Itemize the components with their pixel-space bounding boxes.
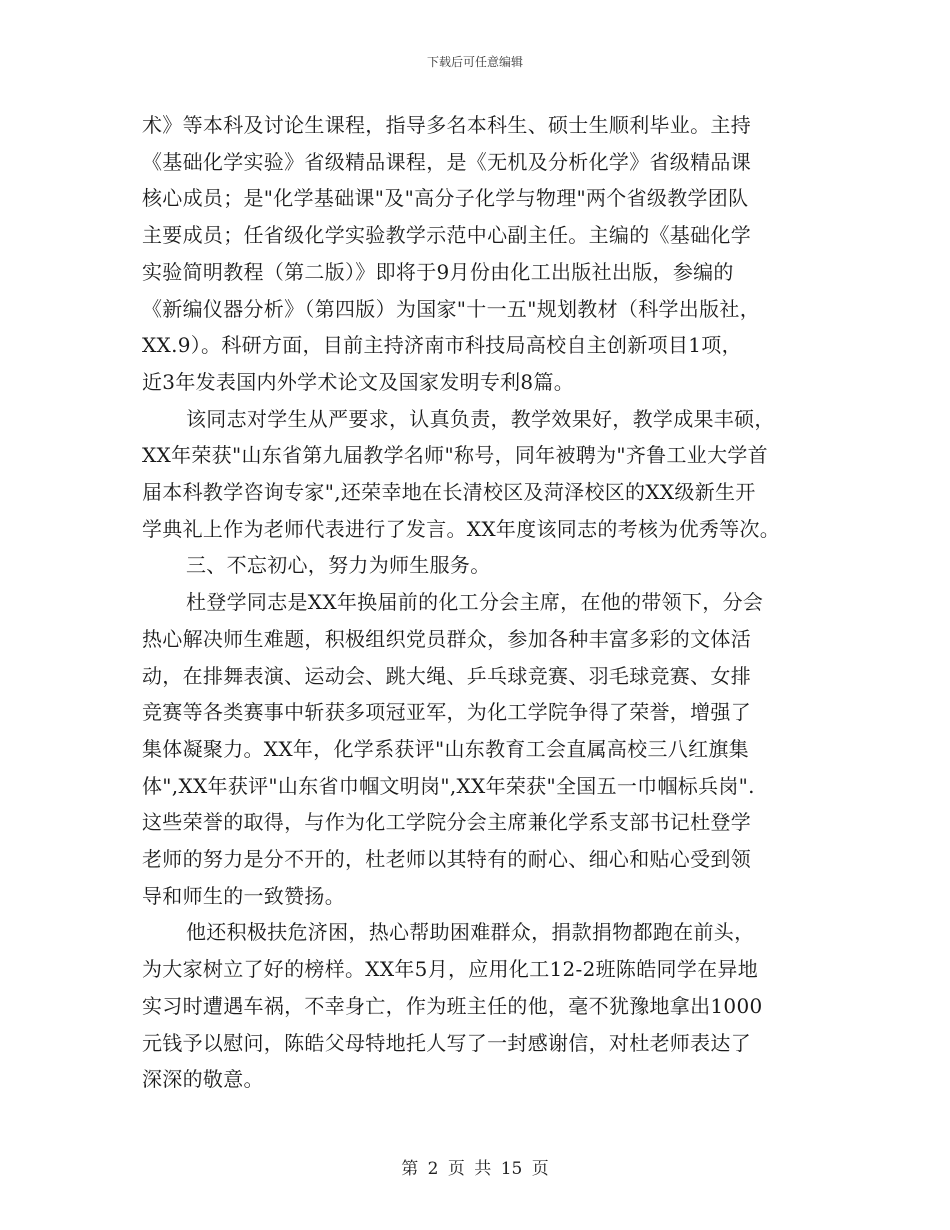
text-line: 老师的努力是分不开的，杜老师以其特有的耐心、细心和贴心受到领 [142, 847, 751, 872]
text-line: 近3年发表国内外学术论文及国家发明专利8篇。 [142, 369, 575, 394]
text-line: 集体凝聚力。XX年，化学系获评"山东教育工会直属高校三八红旗集 [142, 736, 749, 761]
text-line: 热心解决师生难题，积极组织党员群众，参加各种丰富多彩的文体活 [142, 626, 751, 651]
text-line: 动，在排舞表演、运动会、跳大绳、乒乓球竞赛、羽毛球竞赛、女排 [142, 663, 751, 688]
paragraph-start-line: 杜登学同志是XX年换届前的化工分会主席，在他的带领下，分会 [186, 590, 764, 615]
text-line: 实验简明教程（第二版）》即将于9月份由化工出版社出版，参编的 [142, 259, 734, 284]
text-line: 导和师生的一致赞扬。 [142, 883, 345, 908]
text-line: 届本科教学咨询专家",还荣幸地在长清校区及菏泽校区的XX级新生开 [142, 480, 756, 505]
text-line: 《新编仪器分析》（第四版）为国家"十一五"规划教材（科学出版社， [142, 296, 760, 321]
text-line: 深深的敬意。 [142, 1067, 264, 1092]
text-line: XX年荣获"山东省第九届教学名师"称号，同年被聘为"齐鲁工业大学首 [142, 443, 768, 468]
text-line: 术》等本科及讨论生课程，指导多名本科生、硕士生顺利毕业。主持 [142, 113, 751, 137]
text-line: 元钱予以慰问，陈皓父母特地托人写了一封感谢信，对杜老师表达了 [142, 1030, 751, 1055]
text-line: 学典礼上作为老师代表进行了发言。XX年度该同志的考核为优秀等次。 [142, 516, 781, 541]
text-line: 实习时遭遇车祸，不幸身亡，作为班主任的他，毫不犹豫地拿出1000 [142, 993, 763, 1018]
text-line: 主要成员；任省级化学实验教学示范中心副主任。主编的《基础化学 [142, 223, 751, 248]
page-number-footer: 第 2 页 共 15 页 [401, 1159, 549, 1179]
text-line: 核心成员；是"化学基础课"及"高分子化学与物理"两个省级教学团队 [142, 186, 749, 211]
text-line: 竞赛等各类赛事中斩获多项冠亚军，为化工学院争得了荣誉，增强了 [142, 700, 751, 725]
paragraph-start-line: 该同志对学生从严要求，认真负责，教学效果好，教学成果丰硕， [186, 406, 775, 431]
text-line: XX.9）。科研方面，目前主持济南市科技局高校自主创新项目1项， [142, 333, 742, 358]
text-line: 为大家树立了好的榜样。XX年5月，应用化工12-2班陈皓同学在异地 [142, 957, 759, 982]
text-line: 《基础化学实验》省级精品课程，是《无机及分析化学》省级精品课 [142, 149, 751, 174]
section-heading: 三、不忘初心，努力为师生服务。 [186, 553, 491, 578]
text-line: 体",XX年获评"山东省巾帼文明岗",XX年荣获"全国五一巾帼标兵岗". [142, 773, 755, 798]
paragraph-start-line: 他还积极扶危济困，热心帮助困难群众，捐款捐物都跑在前头， [186, 920, 755, 945]
document-body [142, 107, 822, 1098]
page-header: 下载后可任意编辑 [426, 55, 523, 69]
text-line: 这些荣誉的取得，与作为化工学院分会主席兼化学系支部书记杜登学 [142, 810, 751, 835]
